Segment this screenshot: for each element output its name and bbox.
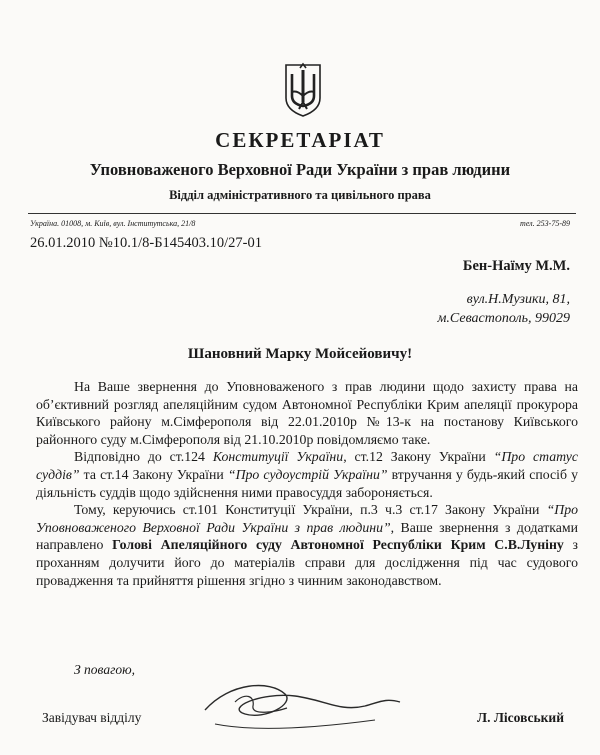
p2-text: Відповідно до ст.124	[74, 449, 213, 465]
p2-text: втручання у будь-який спосіб у діяльність суддів щодо здійснення ними правосуддя забороняється.	[36, 466, 578, 500]
law-status-judges-ref: “Про статус суддів”	[36, 449, 579, 482]
organization-phone: тел. 253-75-89	[520, 219, 570, 228]
addressee-court-head: Голові Апеляційного суду Автономної Республіки Крим С.В.Луніну	[112, 537, 564, 553]
signer-title: Завідувач відділу	[42, 710, 142, 725]
recipient-name: Бен-Наїму М.М.	[462, 258, 570, 274]
p2-text: та ст.14 Закону України	[79, 466, 228, 482]
signer-name: Л. Лісовський	[477, 710, 564, 725]
letter-body	[36, 378, 578, 589]
p2-text: , ст.12 Закону України	[343, 449, 494, 465]
organization-address: Україна. 01008, м. Київ, вул. Інститутська, 21/8	[30, 219, 196, 228]
header-divider	[28, 213, 576, 214]
paragraph-3	[36, 501, 578, 589]
organization-title: СЕКРЕТАРІАТ	[215, 128, 385, 152]
trident-coat-of-arms-icon	[283, 62, 323, 118]
p3-text: з проханням долучити його до матеріалів справи для дослідження під час судового провадження та прийняття рішення згідно з чинним законодавством.	[36, 537, 579, 588]
law-judiciary-ref: “Про судоустрій України”	[227, 466, 388, 482]
handwritten-signature	[175, 662, 415, 742]
p3-text: Тому, керуючись ст.101 Конституції України, п.3 ч.3 ст.17 Закону України	[74, 502, 547, 518]
salutation: Шановний Марку Мойсейовичу!	[187, 346, 413, 362]
recipient-street: вул.Н.Музики, 81,	[466, 292, 570, 307]
organization-subtitle: Уповноваженого Верховної Ради України з прав людини	[89, 160, 511, 179]
reference-number: 26.01.2010 №10.1/8-Б145403.10/27-01	[30, 235, 262, 251]
closing-phrase: З повагою,	[74, 662, 135, 677]
department-name: Відділ адміністративного та цивільного права	[169, 188, 431, 202]
paragraph-1: На Ваше звернення до Уповноваженого з прав людини щодо захисту права на об’єктивний розгляд апеляційним судом Автономної Республіки Крим апеляції прокурора Київського району м.Сімферополя від 22.01.2010р №13-к на постанову Київського районного суду м.Сімферополя від 21.10.2010р повідомляємо таке.	[36, 379, 578, 447]
recipient-city: м.Севастополь, 99029	[437, 311, 570, 326]
constitution-ref: Конституції України	[212, 449, 344, 465]
paragraph-2	[36, 448, 578, 501]
law-ombudsman-ref: “Про Уповноваженого Верховної Ради України з прав людини”	[36, 502, 578, 535]
p3-text: , Ваше звернення з додатками направлено	[36, 519, 578, 553]
